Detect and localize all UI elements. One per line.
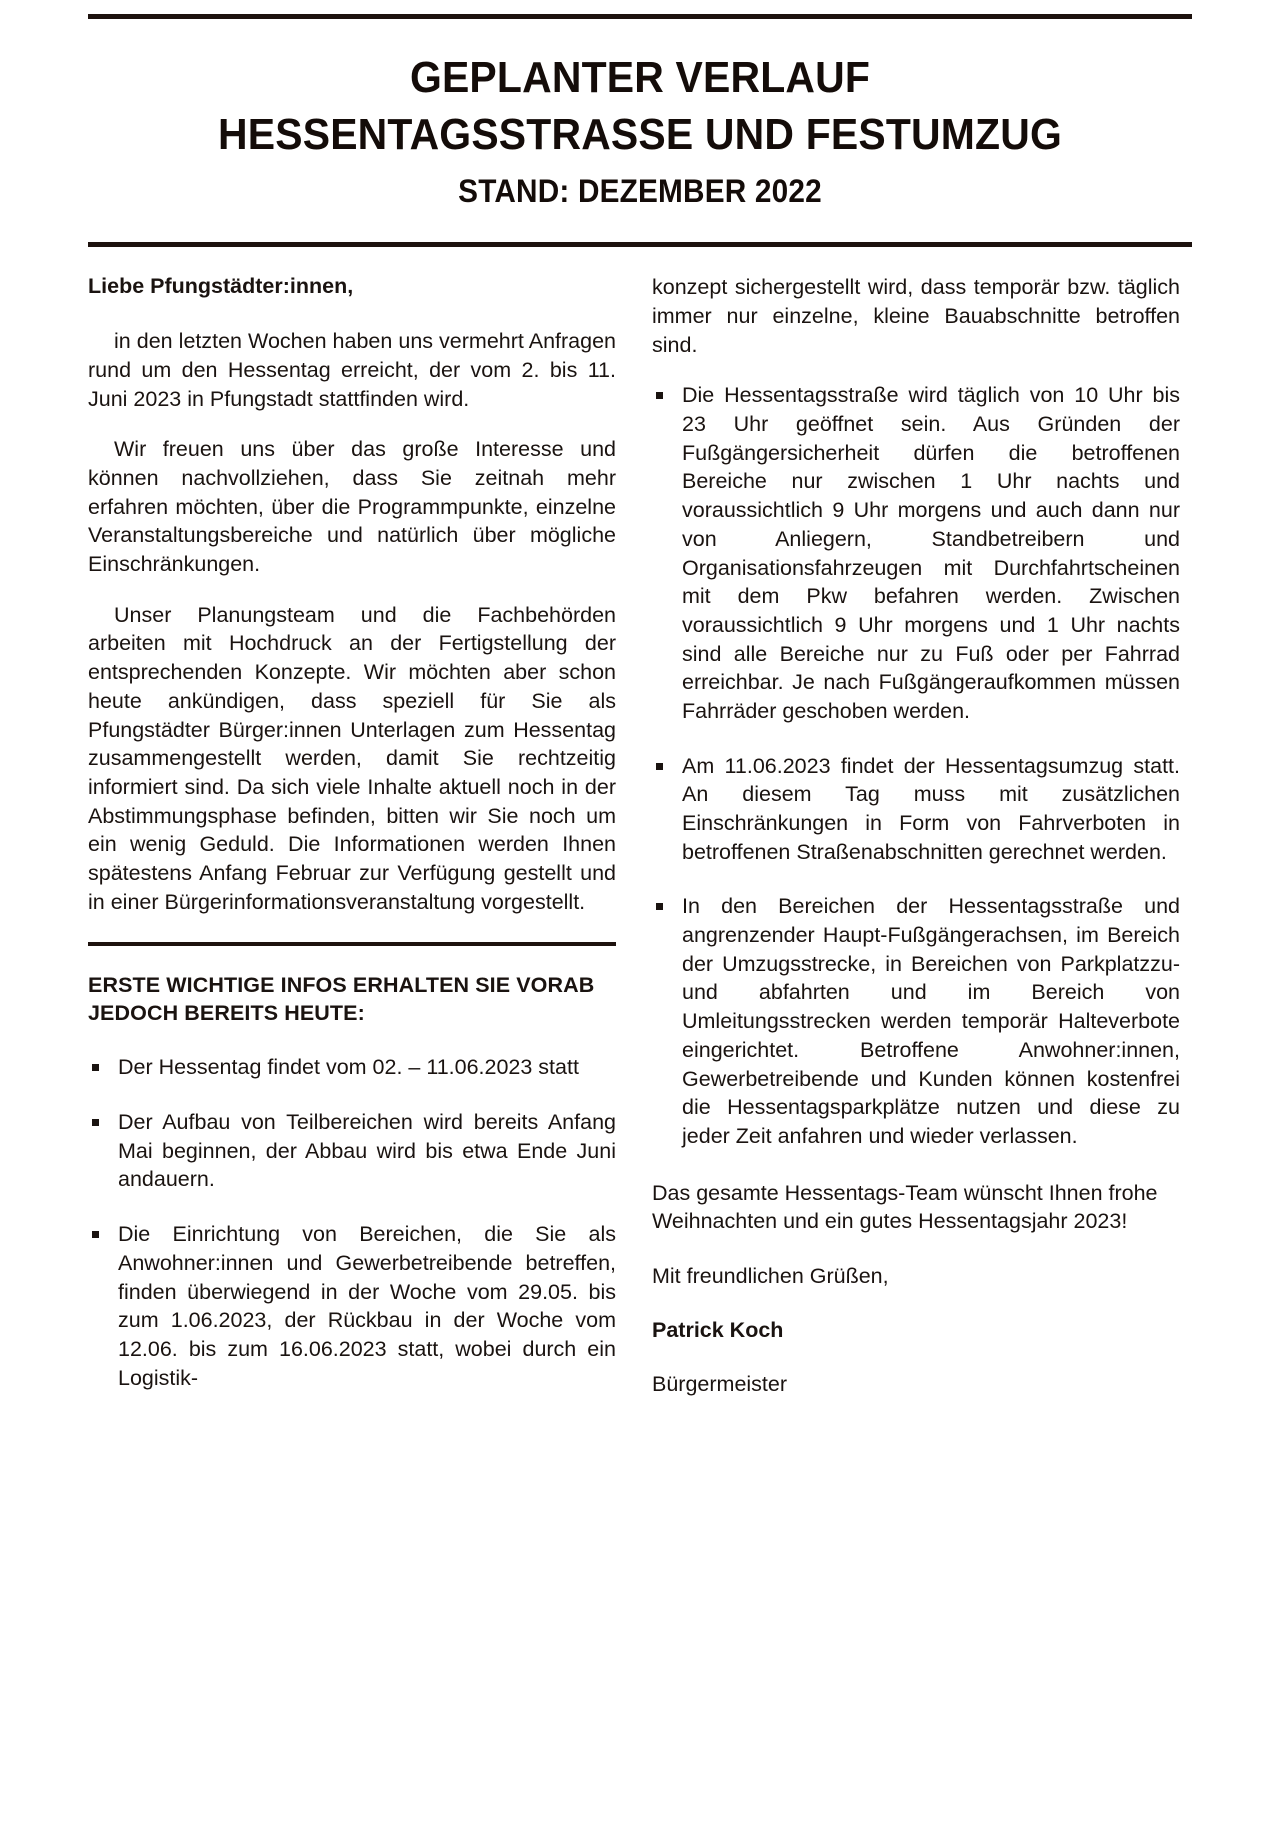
header-divider-rule	[88, 242, 1192, 247]
masthead-title-line-2: HESSENTAGSSTRASSE UND FESTUMZUG	[218, 110, 1062, 160]
list-item: In den Bereichen der Hessentagsstraße und angrenzender Haupt-Fußgängerachsen, im Bereich der Umzugsstrecke, in Bereichen von Parkplatzzu- und abfahrten und im Bereich von Umleitungsstrecken werden temporär Halteverbote eingerichtet. Betroffene Anwohner:innen, Gewerbetreibende und Kunden können kostenfrei die Hessentagsparkplätze nutzen und diese zu jeder Zeit anfahren und wieder verlassen.	[652, 892, 1180, 1150]
closing-block	[652, 1179, 1180, 1399]
signature-role: Bürgermeister	[652, 1371, 788, 1396]
list-item: Die Einrichtung von Bereichen, die Sie als Anwohner:innen und Gewerbetreibende betreffen, finden überwiegend in der Woche vom 29.05. bis zum 1.06.2023, der Rückbau in der Woche vom 12.06. bis zum 16.06.2023 statt, wobei durch ein Logistik-	[88, 1220, 616, 1392]
list-item: Der Aufbau von Teilbereichen wird bereits Anfang Mai beginnen, der Abbau wird bis etwa Ende Juni andauern.	[88, 1108, 616, 1194]
masthead-title-line-1: GEPLANTER VERLAUF	[409, 53, 871, 102]
list-item: Die Hessentagsstraße wird täglich von 10 Uhr bis 23 Uhr geöffnet sein. Aus Gründen der Fußgängersicherheit dürfen die betroffenen Bereiche nur zwischen 1 Uhr nachts und voraussichtlich 9 Uhr morgens und auch dann nur von Anliegern, Standbetreibern und Organisationsfahrzeugen mit Durchfahrtscheinen mit dem Pkw befahren werden. Zwischen voraussichtlich 9 Uhr morgens und 1 Uhr nachts sind alle Bereiche nur zu Fuß oder per Fahrrad erreichbar. Je nach Fußgängeraufkommen müssen Fahrräder geschoben werden.	[652, 381, 1180, 725]
section-divider-rule	[88, 942, 616, 946]
left-bullet-list	[88, 1053, 616, 1392]
document-page	[0, 14, 1280, 1841]
right-column	[652, 273, 1180, 1424]
regards-line: Mit freundlichen Grüßen,	[652, 1263, 889, 1288]
list-item: Der Hessentag findet vom 02. – 11.06.2023 statt	[88, 1053, 616, 1082]
left-column	[88, 273, 616, 1392]
signature-name: Patrick Koch	[652, 1317, 784, 1342]
continuation-paragraph: konzept sichergestellt wird, dass temporär bzw. täglich immer nur einzelne, kleine Bauabschnitte betroffen sind.	[652, 275, 1180, 357]
two-column-body	[88, 273, 1192, 1424]
intro-paragraph-3: Unser Planungsteam und die Fachbehörden arbeiten mit Hochdruck an der Fertigstellung der entsprechenden Konzepte. Wir möchten aber schon heute ankündigen, dass speziell für Sie als Pfungstädter Bürger:innen Unterlagen zum Hessentag zusammengestellt werden, damit Sie rechtzeitig informiert sind. Da sich viele Inhalte aktuell noch in der Abstimmungsphase befinden, bitten wir Sie noch um ein wenig Geduld. Die Informationen werden Ihnen spätestens Anfang Februar zur Verfügung gestellt und in einer Bürgerinformationsveranstaltung vorgestellt.	[88, 602, 616, 914]
intro-paragraph-2: Wir freuen uns über das große Interesse und können nachvollziehen, dass Sie zeitnah mehr erfahren möchten, über die Programmpunkte, einzelne Veranstaltungsbereiche und natürlich über mögliche Einschränkungen.	[88, 437, 616, 577]
section-heading: ERSTE WICHTIGE INFOS ERHALTEN SIE VORAB JEDOCH BEREITS HEUTE:	[88, 973, 595, 1025]
masthead-subtitle: STAND: DEZEMBER 2022	[458, 172, 822, 209]
masthead	[88, 19, 1192, 233]
right-bullet-list	[652, 381, 1180, 1150]
list-item: Am 11.06.2023 findet der Hessentagsumzug statt. An diesem Tag muss mit zusätzlichen Einschränkungen in Form von Fahrverboten in betroffenen Straßenabschnitten gerechnet werden.	[652, 752, 1180, 867]
closing-paragraph: Das gesamte Hessentags-Team wünscht Ihnen frohe Weihnachten und ein gutes Hessentagsjahr 2023!	[652, 1180, 1158, 1234]
salutation: Liebe Pfungstädter:innen,	[88, 274, 354, 299]
intro-paragraph-1: in den letzten Wochen haben uns vermehrt Anfragen rund um den Hessentag erreicht, der vom 2. bis 11. Juni 2023 in Pfungstadt stattfinden wird.	[88, 329, 616, 411]
